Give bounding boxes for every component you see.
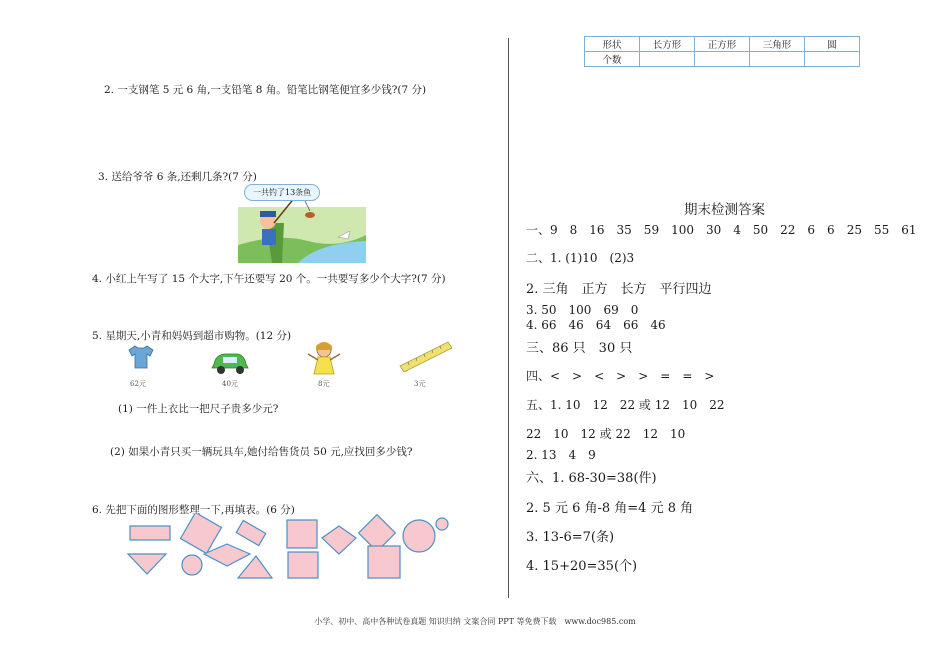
shirt-price: 62元: [130, 380, 146, 388]
ruler-price: 3元: [414, 380, 426, 388]
answer-line-8: 五、1. 10 12 22 或 12 10 22: [526, 398, 725, 412]
diamond-shape-2: [322, 526, 356, 554]
question-5-sub-1: (1) 一件上衣比一把尺子贵多少元?: [118, 403, 279, 415]
answer-line-14: 4. 15+20=35(个): [526, 559, 638, 574]
answer-line-6: 三、86 只 30 只: [526, 341, 633, 356]
circle-shape: [182, 555, 202, 575]
table-cell-input[interactable]: [695, 52, 750, 67]
answer-line-4: 3. 50 100 69 0: [526, 303, 639, 317]
triangle-shape: [128, 554, 166, 574]
table-row: [585, 52, 860, 67]
toy-car-icon: [210, 348, 250, 380]
ruler-icon: [398, 340, 454, 376]
rotated-square-shape: [181, 514, 222, 553]
rotated-rectangle-shape: [236, 520, 266, 545]
answer-line-13: 3. 13-6=7(条): [526, 530, 615, 545]
question-4: 4. 小红上午写了 15 个大字,下午还要写 20 个。一共要写多少个大字?(7 分): [92, 273, 446, 285]
circle-shape-large: [403, 520, 435, 552]
answer-line-3: 2. 三角 正方 长方 平行四边: [526, 282, 712, 297]
shirt-icon: [126, 344, 156, 378]
shape-count-table: [584, 36, 860, 67]
answer-line-5: 4. 66 46 64 66 46: [526, 318, 666, 332]
question-6: 6. 先把下面的图形整理一下,再填表。(6 分): [92, 504, 295, 516]
table-cell: 三角形: [750, 37, 805, 52]
answer-line-7: 四、< > < > > = = >: [526, 369, 715, 383]
shapes-group: [124, 514, 454, 586]
page-footer: 小学、初中、高中各种试卷真题 知识归纳 文案合同 PPT 等免费下载 www.doc985.com: [314, 617, 636, 626]
question-3: 3. 送给爷爷 6 条,还剩几条?(7 分): [98, 171, 257, 183]
square-shape: [287, 520, 317, 548]
table-cell: 圆: [805, 37, 860, 52]
answers-title: 期末检测答案: [684, 202, 765, 218]
answer-line-2: 二、1. (1)10 (2)3: [526, 251, 635, 265]
question-2: 2. 一支钢笔 5 元 6 角,一支铅笔 8 角。铅笔比钢笔便宜多少钱?(7 分): [104, 84, 427, 96]
table-row: [585, 37, 860, 52]
answer-line-11: 六、1. 68-30=38(件): [526, 471, 657, 486]
answer-line-1: 一、9 8 16 35 59 100 30 4 50 22 6 6 25 55 61: [526, 223, 917, 237]
answer-line-10: 2. 13 4 9: [526, 448, 596, 462]
column-divider: [508, 38, 509, 598]
question-5: 5. 星期天,小青和妈妈到超市购物。(12 分): [92, 330, 292, 342]
circle-shape-small: [436, 518, 448, 530]
table-cell-input[interactable]: [640, 52, 695, 67]
table-cell-input[interactable]: [750, 52, 805, 67]
table-cell: 长方形: [640, 37, 695, 52]
table-cell: 个数: [585, 52, 640, 67]
triangle-shape-2: [238, 556, 272, 578]
toy-car-price: 40元: [222, 380, 238, 388]
answer-line-9: 22 10 12 或 22 12 10: [526, 427, 686, 441]
table-cell: 形状: [585, 37, 640, 52]
table-cell-input[interactable]: [805, 52, 860, 67]
doll-icon: [306, 340, 342, 382]
table-cell: 正方形: [695, 37, 750, 52]
question-5-sub-2: (2) 如果小青只买一辆玩具车,她付给售货员 50 元,应找回多少钱?: [110, 446, 413, 458]
rectangle-shape-tall: [288, 552, 318, 578]
rectangle-shape: [130, 526, 170, 540]
answer-line-12: 2. 5 元 6 角-8 角=4 元 8 角: [526, 501, 694, 516]
doll-price: 8元: [318, 380, 330, 388]
speech-bubble: 一共钓了13条鱼: [244, 184, 320, 201]
diamond-shape: [204, 544, 250, 566]
square-shape-2: [368, 546, 400, 578]
